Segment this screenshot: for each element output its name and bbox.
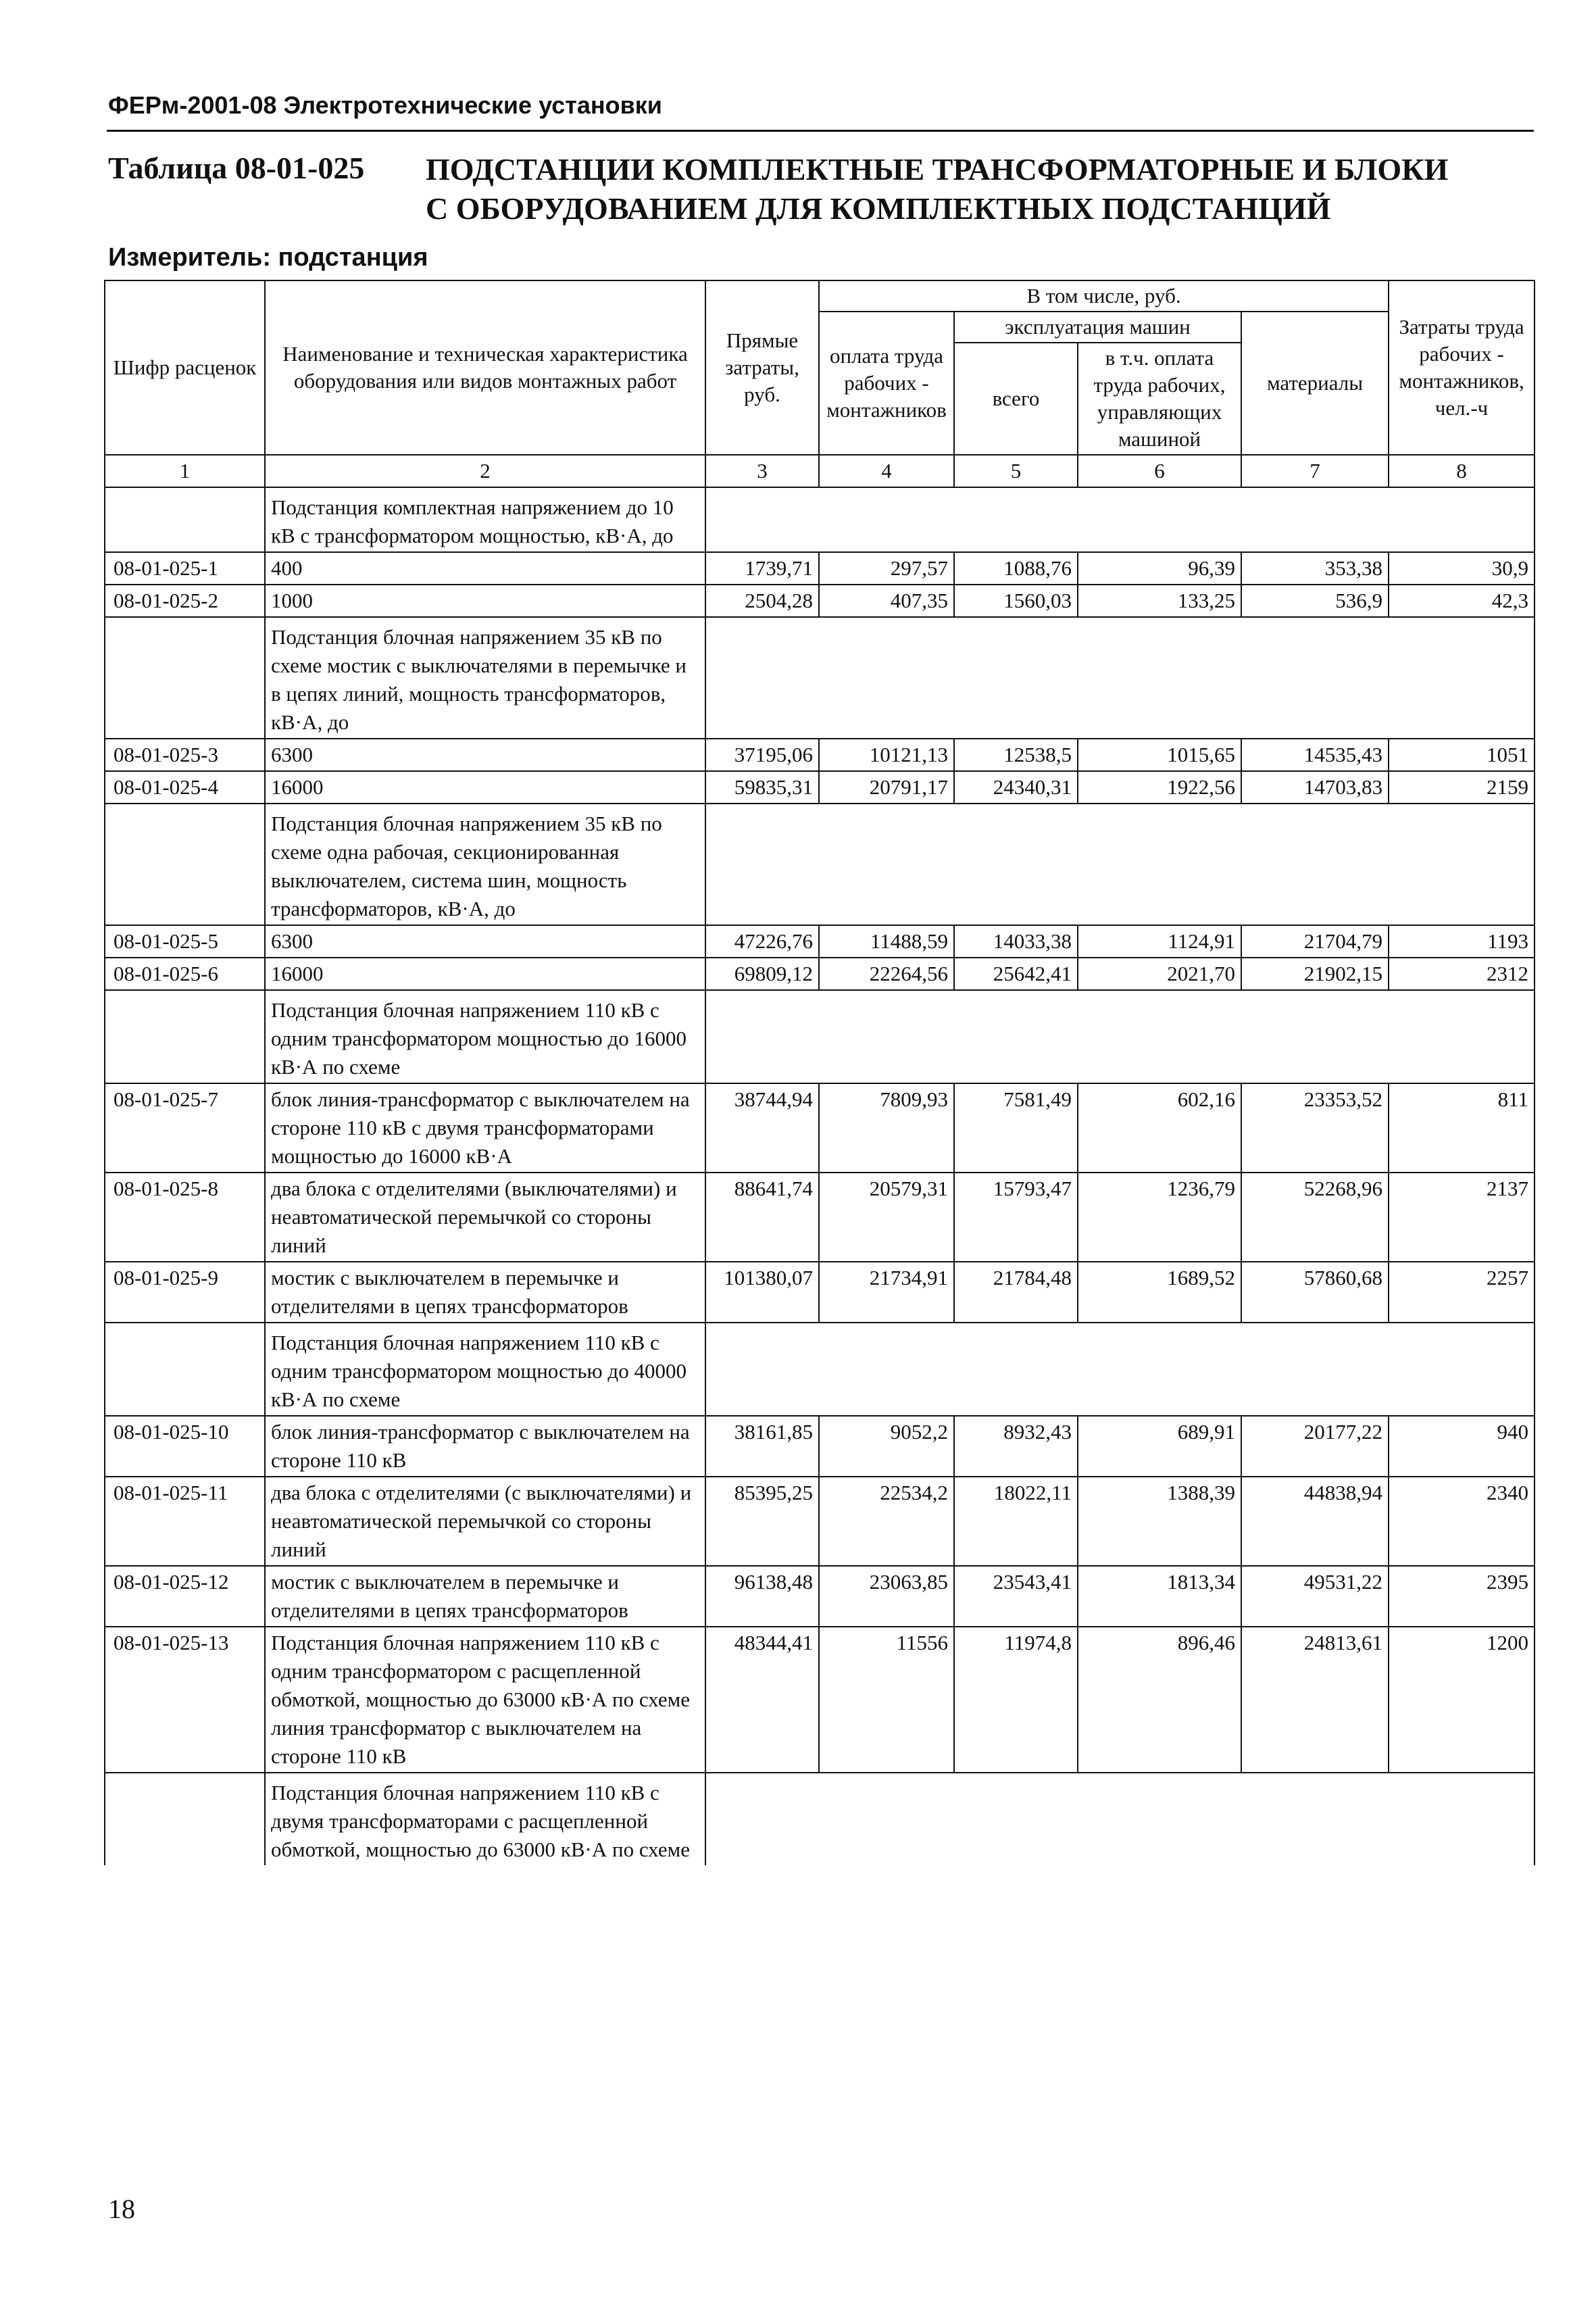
machines-total: 18022,11 (954, 1477, 1078, 1566)
table-row (105, 1083, 1535, 1173)
col-number: 7 (1241, 455, 1389, 487)
table-row (105, 1262, 1535, 1323)
labor-hours: 1193 (1389, 925, 1535, 958)
group-blank-cell (705, 1773, 1535, 1865)
machines-wages: 1236,79 (1078, 1173, 1241, 1262)
direct-cost: 38161,85 (705, 1416, 819, 1477)
rate-code: 08-01-025-9 (105, 1262, 265, 1323)
table-row (105, 739, 1535, 771)
item-name: 1000 (265, 585, 705, 617)
group-heading-row (105, 617, 1535, 739)
direct-cost: 69809,12 (705, 958, 819, 990)
machines-total: 14033,38 (954, 925, 1078, 958)
materials-cost: 14535,43 (1241, 739, 1389, 771)
labor-hours: 2340 (1389, 1477, 1535, 1566)
materials-cost: 23353,52 (1241, 1083, 1389, 1173)
item-name: два блока с отделителями (выключателями) и неавтоматической перемычкой со стороны линий (265, 1173, 705, 1262)
labor-hours: 1200 (1389, 1627, 1535, 1773)
item-name: мостик с выключателем в перемычке и отделителями в цепях трансформаторов (265, 1566, 705, 1627)
col-header-machines-total: всего (954, 343, 1078, 455)
materials-cost: 52268,96 (1241, 1173, 1389, 1262)
machines-wages: 133,25 (1078, 585, 1241, 617)
page-number: 18 (108, 2194, 135, 2224)
wages-cost: 11488,59 (819, 925, 954, 958)
table-row (105, 1416, 1535, 1477)
group-blank-cell (705, 990, 1535, 1083)
item-name: 6300 (265, 925, 705, 958)
direct-cost: 85395,25 (705, 1477, 819, 1566)
rate-code: 08-01-025-12 (105, 1566, 265, 1627)
labor-hours: 2257 (1389, 1262, 1535, 1323)
labor-hours: 2159 (1389, 771, 1535, 804)
table-head (105, 280, 1535, 487)
machines-wages: 1388,39 (1078, 1477, 1241, 1566)
wages-cost: 21734,91 (819, 1262, 954, 1323)
item-name: Подстанция блочная напряжением 110 кВ с одним трансформатором с расщепленной обмоткой, мощностью до 63000 кВ·А по схеме линия трансформатор с выключателем на стороне 110 кВ (265, 1627, 705, 1773)
group-heading: Подстанция блочная напряжением 110 кВ с одним трансформатором мощностью до 40000 кВ·А по схеме (265, 1323, 705, 1416)
group-code-cell (105, 804, 265, 925)
rate-code: 08-01-025-10 (105, 1416, 265, 1477)
col-number: 1 (105, 455, 265, 487)
machines-total: 25642,41 (954, 958, 1078, 990)
table-row (105, 1627, 1535, 1773)
group-heading-row (105, 1773, 1535, 1865)
machines-wages: 1922,56 (1078, 771, 1241, 804)
group-heading: Подстанция блочная напряжением 110 кВ с двумя трансформаторами с расщепленной обмоткой, мощностью до 63000 кВ·А по схеме (265, 1773, 705, 1865)
labor-hours: 42,3 (1389, 585, 1535, 617)
item-name: мостик с выключателем в перемычке и отделителями в цепях трансформаторов (265, 1262, 705, 1323)
group-code-cell (105, 990, 265, 1083)
direct-cost: 37195,06 (705, 739, 819, 771)
machines-total: 21784,48 (954, 1262, 1078, 1323)
table-row (105, 1173, 1535, 1262)
rate-code: 08-01-025-3 (105, 739, 265, 771)
column-number-row (105, 455, 1535, 487)
table-row (105, 958, 1535, 990)
col-number: 8 (1389, 455, 1535, 487)
wages-cost: 20579,31 (819, 1173, 954, 1262)
group-heading-row (105, 487, 1535, 552)
materials-cost: 21902,15 (1241, 958, 1389, 990)
group-blank-cell (705, 487, 1535, 552)
col-number: 2 (265, 455, 705, 487)
machines-wages: 1124,91 (1078, 925, 1241, 958)
materials-cost: 20177,22 (1241, 1416, 1389, 1477)
materials-cost: 57860,68 (1241, 1262, 1389, 1323)
rate-code: 08-01-025-13 (105, 1627, 265, 1773)
labor-hours: 811 (1389, 1083, 1535, 1173)
materials-cost: 49531,22 (1241, 1566, 1389, 1627)
wages-cost: 22534,2 (819, 1477, 954, 1566)
group-code-cell (105, 1773, 265, 1865)
table-row (105, 585, 1535, 617)
wages-cost: 407,35 (819, 585, 954, 617)
col-header-including: В том числе, руб. (819, 280, 1389, 312)
direct-cost: 48344,41 (705, 1627, 819, 1773)
table-title-line-2: С ОБОРУДОВАНИЕМ ДЛЯ КОМПЛЕКТНЫХ ПОДСТАНЦИЙ (426, 191, 1331, 226)
rate-code: 08-01-025-5 (105, 925, 265, 958)
table-title-line-1: ПОДСТАНЦИИ КОМПЛЕКТНЫЕ ТРАНСФОРМАТОРНЫЕ И БЛОКИ (426, 152, 1449, 187)
item-name: 6300 (265, 739, 705, 771)
item-name: блок линия-трансформатор с выключателем на стороне 110 кВ (265, 1416, 705, 1477)
rate-code: 08-01-025-11 (105, 1477, 265, 1566)
table-row (105, 925, 1535, 958)
rate-code: 08-01-025-2 (105, 585, 265, 617)
wages-cost: 22264,56 (819, 958, 954, 990)
item-name: 400 (265, 552, 705, 585)
direct-cost: 1739,71 (705, 552, 819, 585)
direct-cost: 47226,76 (705, 925, 819, 958)
col-number: 4 (819, 455, 954, 487)
group-code-cell (105, 1323, 265, 1416)
machines-wages: 1689,52 (1078, 1262, 1241, 1323)
table-number: Таблица 08-01-025 (108, 151, 365, 185)
table-body (105, 487, 1535, 1865)
col-header-code: Шифр расценок (105, 280, 265, 455)
measure-unit: Измеритель: подстанция (108, 243, 428, 272)
table-row (105, 771, 1535, 804)
machines-wages: 1015,65 (1078, 739, 1241, 771)
machines-wages: 602,16 (1078, 1083, 1241, 1173)
direct-cost: 2504,28 (705, 585, 819, 617)
wages-cost: 9052,2 (819, 1416, 954, 1477)
group-blank-cell (705, 804, 1535, 925)
col-header-materials: материалы (1241, 312, 1389, 455)
machines-total: 1088,76 (954, 552, 1078, 585)
col-header-labor: Затраты труда рабочих - монтажников, чел.-ч (1389, 280, 1535, 455)
machines-total: 1560,03 (954, 585, 1078, 617)
col-header-wages: оплата труда рабочих - монтажников (819, 312, 954, 455)
wages-cost: 23063,85 (819, 1566, 954, 1627)
rate-code: 08-01-025-7 (105, 1083, 265, 1173)
machines-wages: 96,39 (1078, 552, 1241, 585)
col-header-direct: Прямые затраты, руб. (705, 280, 819, 455)
materials-cost: 14703,83 (1241, 771, 1389, 804)
wages-cost: 20791,17 (819, 771, 954, 804)
col-header-machines: эксплуатация машин (954, 312, 1241, 343)
item-name: 16000 (265, 771, 705, 804)
materials-cost: 44838,94 (1241, 1477, 1389, 1566)
materials-cost: 536,9 (1241, 585, 1389, 617)
machines-total: 24340,31 (954, 771, 1078, 804)
group-heading: Подстанция комплектная напряжением до 10 кВ с трансформатором мощностью, кВ·А, до (265, 487, 705, 552)
wages-cost: 7809,93 (819, 1083, 954, 1173)
group-heading-row (105, 990, 1535, 1083)
header-rule (107, 130, 1534, 132)
col-header-machines-wages: в т.ч. оплата труда рабочих, управляющих машиной (1078, 343, 1241, 455)
table-row (105, 1477, 1535, 1566)
col-number: 5 (954, 455, 1078, 487)
labor-hours: 2395 (1389, 1566, 1535, 1627)
machines-wages: 2021,70 (1078, 958, 1241, 990)
group-heading-row (105, 1323, 1535, 1416)
group-heading: Подстанция блочная напряжением 35 кВ по схеме мостик с выключателями в перемычке и в цепях линий, мощность трансформаторов, кВ·А, до (265, 617, 705, 739)
direct-cost: 59835,31 (705, 771, 819, 804)
rate-code: 08-01-025-8 (105, 1173, 265, 1262)
machines-wages: 896,46 (1078, 1627, 1241, 1773)
table-title (426, 150, 1534, 228)
group-code-cell (105, 487, 265, 552)
machines-total: 23543,41 (954, 1566, 1078, 1627)
group-blank-cell (705, 617, 1535, 739)
machines-total: 7581,49 (954, 1083, 1078, 1173)
group-heading-row (105, 804, 1535, 925)
rate-code: 08-01-025-6 (105, 958, 265, 990)
direct-cost: 96138,48 (705, 1566, 819, 1627)
labor-hours: 2312 (1389, 958, 1535, 990)
machines-total: 15793,47 (954, 1173, 1078, 1262)
materials-cost: 353,38 (1241, 552, 1389, 585)
labor-hours: 30,9 (1389, 552, 1535, 585)
table-row (105, 1566, 1535, 1627)
machines-total: 8932,43 (954, 1416, 1078, 1477)
direct-cost: 101380,07 (705, 1262, 819, 1323)
materials-cost: 21704,79 (1241, 925, 1389, 958)
group-blank-cell (705, 1323, 1535, 1416)
group-heading: Подстанция блочная напряжением 110 кВ с одним трансформатором мощностью до 16000 кВ·А по схеме (265, 990, 705, 1083)
col-header-name: Наименование и техническая характеристика оборудования или видов монтажных работ (265, 280, 705, 455)
direct-cost: 88641,74 (705, 1173, 819, 1262)
group-code-cell (105, 617, 265, 739)
labor-hours: 940 (1389, 1416, 1535, 1477)
machines-total: 12538,5 (954, 739, 1078, 771)
item-name: 16000 (265, 958, 705, 990)
item-name: блок линия-трансформатор с выключателем на стороне 110 кВ с двумя трансформаторами мощностью до 16000 кВ·А (265, 1083, 705, 1173)
group-heading: Подстанция блочная напряжением 35 кВ по схеме одна рабочая, секционированная выключателем, система шин, мощность трансформаторов, кВ·А, до (265, 804, 705, 925)
wages-cost: 297,57 (819, 552, 954, 585)
labor-hours: 1051 (1389, 739, 1535, 771)
machines-total: 11974,8 (954, 1627, 1078, 1773)
col-number: 6 (1078, 455, 1241, 487)
wages-cost: 11556 (819, 1627, 954, 1773)
machines-wages: 1813,34 (1078, 1566, 1241, 1627)
col-number: 3 (705, 455, 819, 487)
item-name: два блока с отделителями (с выключателями) и неавтоматической перемычкой со стороны линий (265, 1477, 705, 1566)
materials-cost: 24813,61 (1241, 1627, 1389, 1773)
rates-table (104, 280, 1535, 1865)
machines-wages: 689,91 (1078, 1416, 1241, 1477)
rate-code: 08-01-025-4 (105, 771, 265, 804)
wages-cost: 10121,13 (819, 739, 954, 771)
table-row (105, 552, 1535, 585)
direct-cost: 38744,94 (705, 1083, 819, 1173)
running-header: ФЕРм-2001-08 Электротехнические установки (108, 91, 662, 119)
rate-code: 08-01-025-1 (105, 552, 265, 585)
labor-hours: 2137 (1389, 1173, 1535, 1262)
